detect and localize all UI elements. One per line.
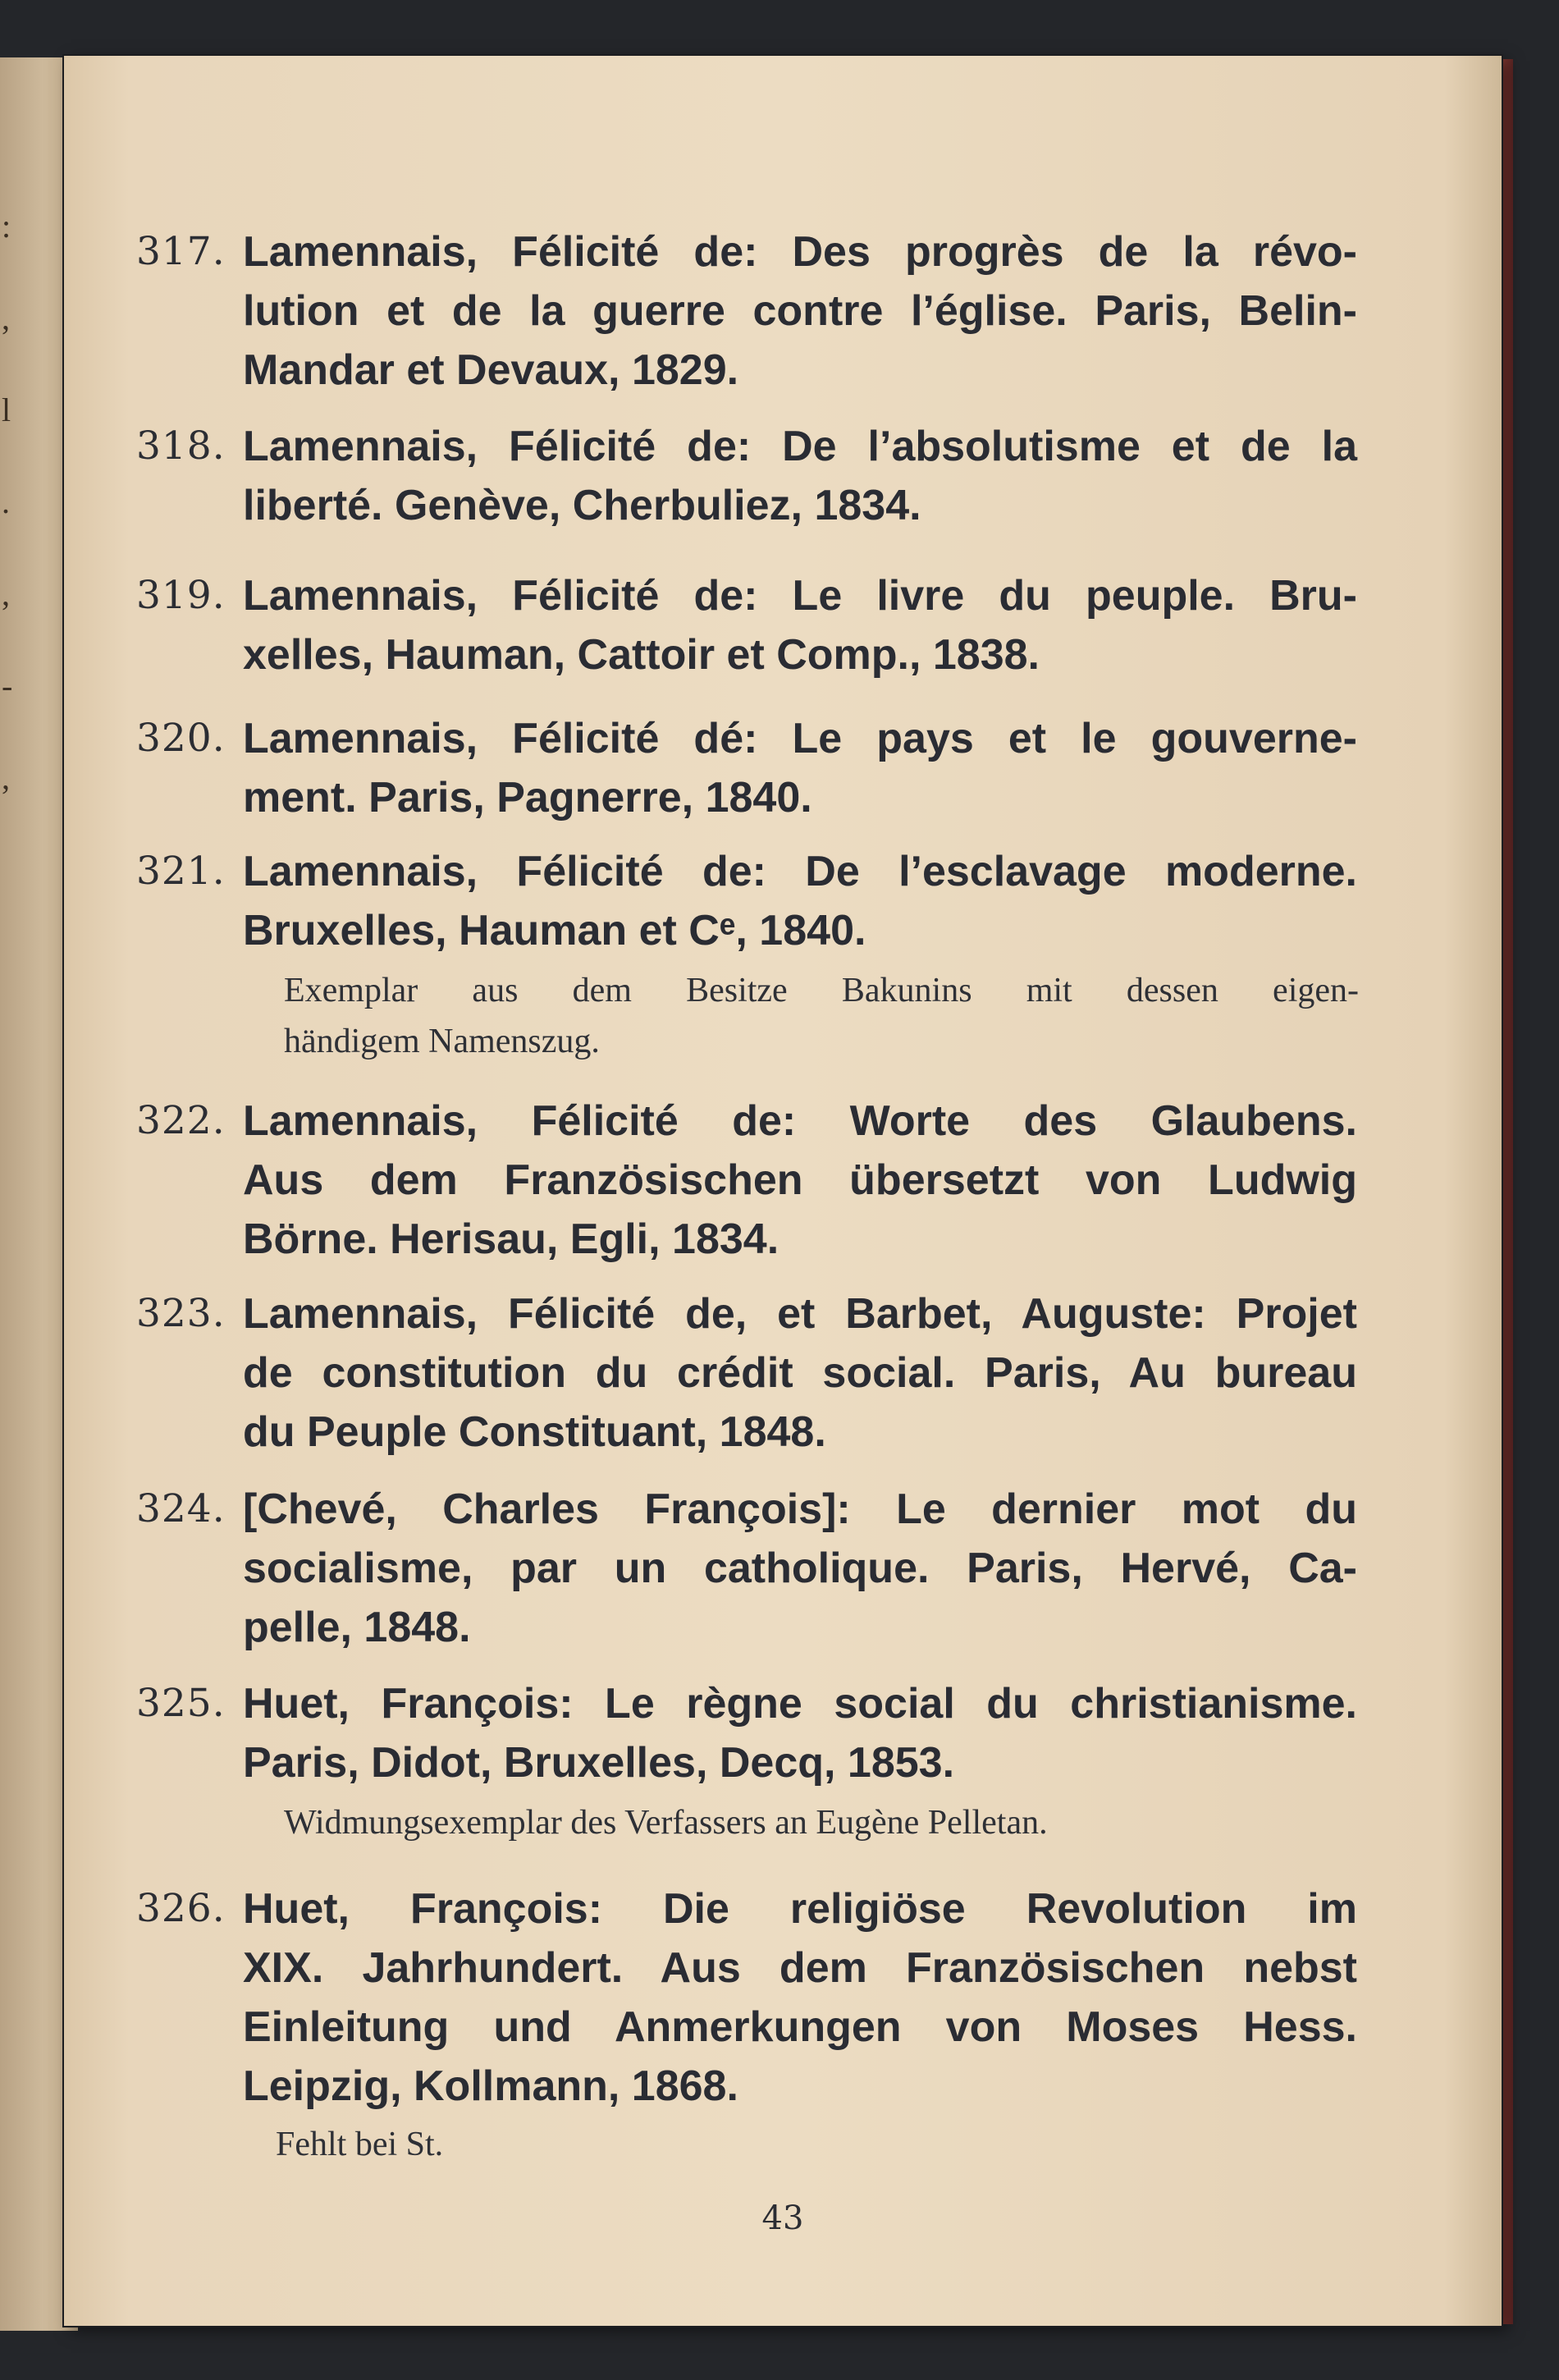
- page-number: 43: [761, 2199, 804, 2237]
- entry-number: 320.: [136, 716, 226, 761]
- entry-number: 319.: [136, 573, 226, 618]
- entry-note-line: Exemplar aus dem Besitze Bakunins mit dessen eigen-: [284, 972, 1359, 1009]
- entry-number: 324.: [136, 1486, 226, 1531]
- entry-text-line: Huet, François: Le règne social du christianisme.: [243, 1680, 1357, 1728]
- entry-text-line: ment. Paris, Pagnerre, 1840.: [243, 774, 812, 822]
- entry-number: 326.: [136, 1886, 226, 1931]
- entry-text-line: Lamennais, Félicité de: Le livre du peuple. Bru-: [243, 572, 1357, 620]
- entry-number: 318.: [136, 423, 226, 469]
- entry-text-line: Bruxelles, Hauman et Cᵉ, 1840.: [243, 907, 866, 954]
- entry-text-line: Einleitung und Anmerkungen von Moses Hess.: [243, 2003, 1357, 2051]
- entry-text-line: Lamennais, Félicité de: De l’absolutisme et de la: [243, 423, 1357, 470]
- previous-page-marks: : , l . , - ,: [2, 208, 13, 796]
- entry-number: 325.: [136, 1681, 226, 1726]
- entry-text-line: du Peuple Constituant, 1848.: [243, 1408, 826, 1456]
- entry-text-line: Lamennais, Félicité de, et Barbet, Auguste: Projet: [243, 1290, 1357, 1338]
- entry-text-line: de constitution du crédit social. Paris, Au bureau: [243, 1349, 1357, 1397]
- entry-number: 317.: [136, 229, 226, 274]
- entry-note-line: händigem Namenszug.: [284, 1023, 600, 1060]
- entry-note-line: Fehlt bei St.: [276, 2126, 444, 2163]
- entry-text-line: Leipzig, Kollmann, 1868.: [243, 2062, 738, 2110]
- entry-number: 321.: [136, 849, 226, 894]
- entry-text-line: Lamennais, Félicité de: De l’esclavage moderne.: [243, 848, 1357, 895]
- entry-text-line: pelle, 1848.: [243, 1604, 471, 1651]
- entry-text-line: XIX. Jahrhundert. Aus dem Französischen nebst: [243, 1944, 1357, 1992]
- entry-text-line: xelles, Hauman, Cattoir et Comp., 1838.: [243, 631, 1040, 679]
- entry-number: 323.: [136, 1291, 226, 1336]
- entry-text-line: lution et de la guerre contre l’église. Paris, Belin-: [243, 287, 1357, 335]
- entry-text-line: Lamennais, Félicité de: Des progrès de la révo-: [243, 228, 1357, 276]
- entry-text-line: Paris, Didot, Bruxelles, Decq, 1853.: [243, 1739, 955, 1787]
- entry-text-line: Mandar et Devaux, 1829.: [243, 346, 739, 394]
- entry-number: 322.: [136, 1098, 226, 1143]
- book-cover-edge: [1502, 59, 1513, 2324]
- entry-text-line: Aus dem Französischen übersetzt von Ludwig: [243, 1156, 1357, 1204]
- entry-text-line: [Chevé, Charles François]: Le dernier mot du: [243, 1485, 1357, 1533]
- entry-text-line: Börne. Herisau, Egli, 1834.: [243, 1215, 780, 1263]
- entry-text-line: Lamennais, Félicité de: Worte des Glaubens.: [243, 1097, 1357, 1145]
- entry-text-line: Huet, François: Die religiöse Revolution im: [243, 1885, 1357, 1933]
- entry-text-line: socialisme, par un catholique. Paris, Hervé, Ca-: [243, 1545, 1357, 1592]
- entry-note-line: Widmungsexemplar des Verfassers an Eugène Pelletan.: [284, 1804, 1048, 1842]
- book-page: [64, 56, 1502, 2326]
- entry-text-line: Lamennais, Félicité dé: Le pays et le gouverne-: [243, 715, 1357, 762]
- entry-text-line: liberté. Genève, Cherbuliez, 1834.: [243, 482, 921, 529]
